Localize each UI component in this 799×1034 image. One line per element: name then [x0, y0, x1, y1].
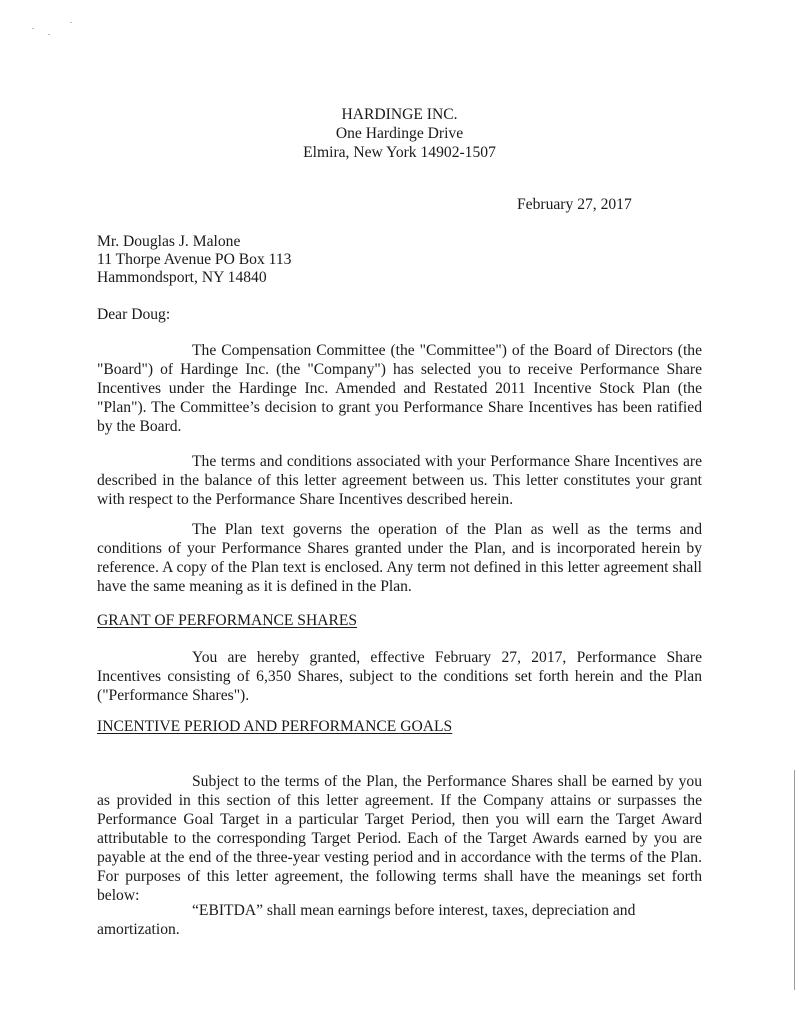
letter-date: February 27, 2017 — [517, 196, 632, 213]
letterhead-street: One Hardinge Drive — [335, 125, 464, 142]
recipient-address-line1: 11 Thorpe Avenue PO Box 113 — [97, 251, 292, 268]
paragraph-terms: The terms and conditions associated with your Performance Share Incentives are described in the balance of this letter agreement between us. This letter constitutes your grant with respect to the Performance Share Incentives described herein. — [97, 453, 702, 508]
paragraph-committee: The Compensation Committee (the "Committee") of the Board of Directors (the "Board") of Hardinge Inc. (the "Company") has selected you to receive Performance Share Incentives under the Hardinge Inc. Amended and Restated 2011 Incentive Stock Plan (the "Plan"). The Committee’s decision to grant you Performance Share Incentives has been ratified by the Board. — [97, 342, 702, 435]
section-heading-incentive: INCENTIVE PERIOD AND PERFORMANCE GOALS — [97, 718, 453, 735]
scan-edge-line — [794, 770, 795, 990]
letterhead-company: HARDINGE INC. — [341, 106, 458, 123]
recipient-name: Mr. Douglas J. Malone — [97, 233, 241, 250]
scan-speck — [32, 28, 34, 29]
recipient-address-line2: Hammondsport, NY 14840 — [97, 269, 267, 286]
salutation: Dear Doug: — [97, 306, 171, 323]
section-heading-grant: GRANT OF PERFORMANCE SHARES — [97, 612, 358, 629]
paragraph-grant: You are hereby granted, effective February 27, 2017, Performance Share Incentives consisting of 6,350 Shares, subject to the conditions set forth herein and the Plan ("Performance Shares"). — [97, 649, 702, 704]
scan-speck — [48, 34, 50, 35]
paragraph-plan-text: The Plan text governs the operation of the Plan as well as the terms and conditions of your Performance Shares granted under the Plan, and is incorporated herein by reference. A copy of the Plan text is enclosed. Any term not defined in this letter agreement shall have the same meaning as it is defined in the Plan. — [97, 521, 702, 595]
definition-ebitda: “EBITDA” shall mean earnings before interest, taxes, depreciation and amortization. — [97, 902, 636, 938]
scan-speck — [70, 22, 72, 23]
paragraph-incentive: Subject to the terms of the Plan, the Performance Shares shall be earned by you as provided in this section of this letter agreement. If the Company attains or surpasses the Performance Goal Target in a particular Target Period, then you will earn the Target Award attributable to the corresponding Target Period. Each of the Target Awards earned by you are payable at the end of the three-year vesting period and in accordance with the terms of the Plan. For purposes of this letter agreement, the following terms shall have the meanings set forth below: — [97, 773, 702, 904]
letterhead-city: Elmira, New York 14902-1507 — [303, 144, 496, 161]
